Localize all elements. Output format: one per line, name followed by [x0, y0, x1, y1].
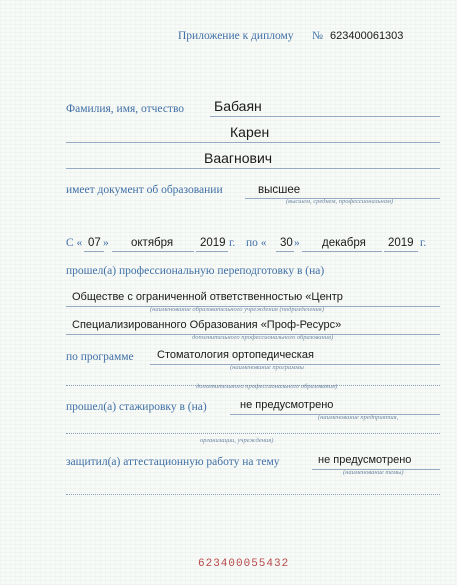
org-hint-2: дополнительного профессионального образования) [192, 334, 334, 341]
retraining-label: прошел(а) профессиональную переподготовку в (на) [66, 265, 325, 277]
thesis-label: защитил(а) аттестационную работу на тему [66, 456, 280, 468]
from-month: октября [131, 237, 174, 249]
patronymic: Ваагнович [204, 150, 273, 166]
appendix-title: Приложение к диплому [178, 30, 294, 42]
internship-hint-1: (наименование предприятия, [318, 414, 399, 421]
from-day-line [84, 251, 104, 252]
number-sign: № [312, 30, 323, 42]
education-hint: (высшем, среднем, профессиональном) [286, 198, 394, 205]
to-day: 30 [280, 237, 293, 249]
to-year: 2019 [388, 237, 414, 249]
program-hint-1: (наименование программы [230, 364, 304, 371]
to-year-line [384, 251, 418, 252]
internship-line-2 [66, 433, 440, 434]
org-hint-1: (наименование образовательного учреждения (подразделения) [150, 306, 324, 313]
to-month: декабря [322, 237, 366, 249]
blank-serial-number: 623400055432 [198, 558, 290, 570]
to-close: » [294, 237, 300, 249]
thesis-hint: (наименование темы) [343, 469, 404, 476]
from-year-line [196, 251, 228, 252]
org-line-2: Специализированного Образования «Проф-Ресурс» [72, 319, 342, 331]
last-name-line [210, 116, 440, 117]
internship-label: прошел(а) стажировку в (на) [66, 401, 207, 413]
first-name-line [66, 142, 440, 143]
to-prefix: по « [246, 237, 267, 249]
education-label: имеет документ об образовании [66, 184, 223, 196]
thesis-line-2 [66, 494, 440, 495]
program-label: по программе [66, 351, 134, 363]
program-value: Стоматология ортопедическая [157, 349, 314, 361]
appendix-number: 623400061303 [330, 30, 404, 42]
patronymic-line [66, 168, 440, 169]
from-prefix: С « [66, 237, 83, 249]
to-day-line [276, 251, 294, 252]
org-line-1: Обществе с ограниченной ответственностью «Центр [72, 291, 343, 303]
to-month-line [302, 251, 382, 252]
to-year-abbr: г. [420, 237, 427, 249]
internship-value: не предусмотрено [240, 399, 334, 411]
from-year: 2019 [200, 237, 226, 249]
last-name: Бабаян [214, 98, 262, 114]
internship-hint-2: организации, учреждения) [200, 437, 274, 444]
education-value: высшее [258, 184, 301, 196]
from-day: 07 [88, 237, 101, 249]
thesis-value: не предусмотрено [318, 454, 412, 466]
fio-label: Фамилия, имя, отчество [66, 103, 185, 115]
first-name: Карен [230, 124, 270, 140]
from-year-abbr: г. [229, 237, 236, 249]
from-close: » [103, 237, 109, 249]
from-month-line [112, 251, 194, 252]
program-hint-2: дополнительного профессионального образования) [196, 383, 338, 390]
